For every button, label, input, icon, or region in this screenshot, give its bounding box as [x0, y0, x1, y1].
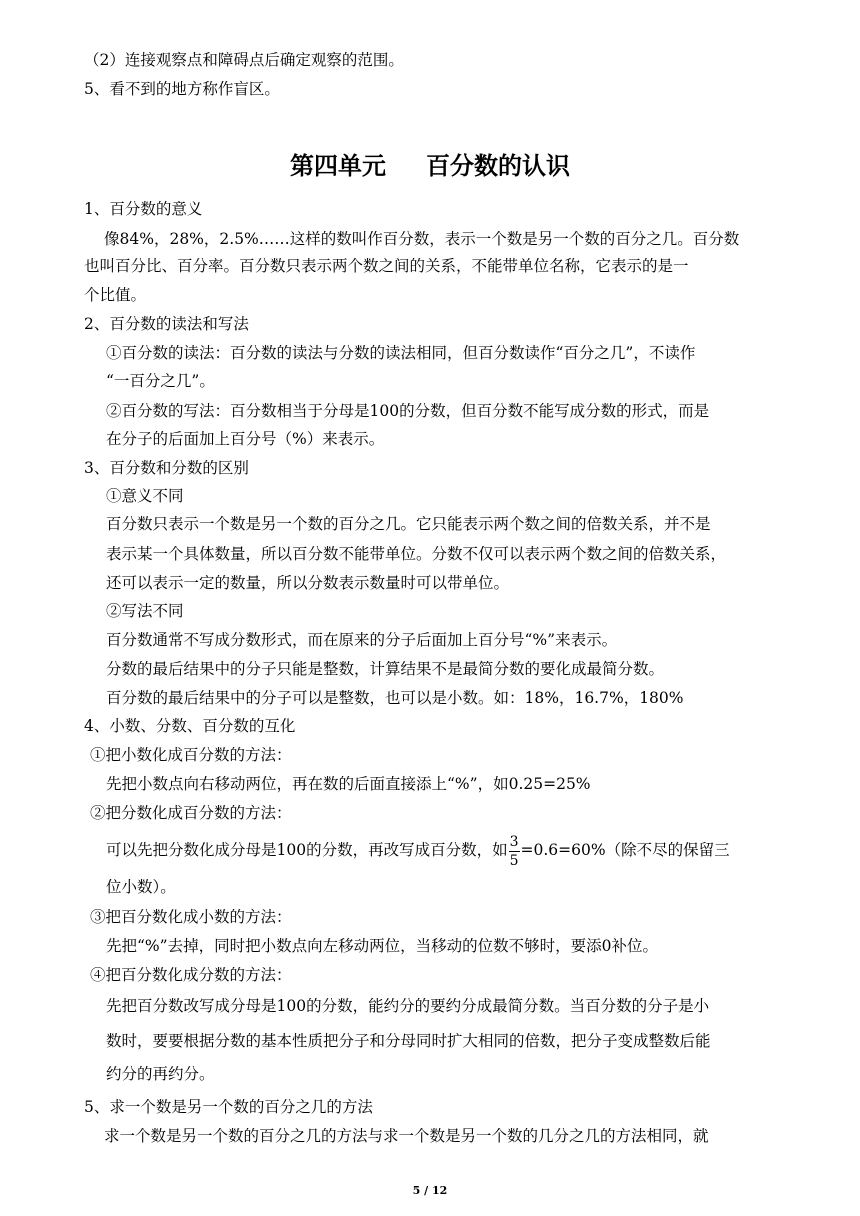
text-line: 先把小数点向右移动两位，再在数的后面直接添上“%”，如0.25=25% — [106, 775, 591, 793]
text-line: ①意义不同 — [106, 487, 184, 505]
text-line: 在分子的后面加上百分号（%）来表示。 — [106, 430, 385, 448]
text-segment: 可以先把分数化成分母是100的分数，再改写成百分数，如 — [106, 841, 508, 859]
text-line: 先把“%”去掉，同时把小数点向左移动两位，当移动的位数不够时，要添0补位。 — [106, 937, 658, 955]
heading-2: 2、百分数的读法和写法 — [84, 315, 249, 333]
section-title-name: 百分数的认识 — [426, 152, 570, 180]
text-line-with-fraction — [106, 832, 730, 870]
text-line: 百分数的最后结果中的分子可以是整数，也可以是小数。如：18%，16.7%，180% — [106, 689, 684, 707]
text-line: 求一个数是另一个数的百分之几的方法与求一个数是另一个数的几分之几的方法相同，就 — [104, 1127, 709, 1145]
text-line: 还可以表示一定的数量，所以分数表示数量时可以带单位。 — [106, 574, 510, 592]
text-line: ④把百分数化成分数的方法： — [90, 966, 292, 984]
section-title — [0, 150, 860, 182]
text-line: ②百分数的写法：百分数相当于分母是100的分数，但百分数不能写成分数的形式，而是 — [106, 402, 710, 420]
text-line: ②写法不同 — [106, 602, 184, 620]
text-line: ③把百分数化成小数的方法： — [90, 908, 292, 926]
page-number: 5 / 12 — [412, 1184, 448, 1197]
text-line: （2）连接观察点和障碍点后确定观察的范围。 — [84, 51, 404, 69]
text-line: 先把百分数改写成分母是100的分数，能约分的要约分成最简分数。当百分数的分子是小 — [106, 997, 710, 1015]
text-line: ②把分数化成百分数的方法： — [90, 804, 292, 822]
heading-1: 1、百分数的意义 — [84, 200, 203, 218]
section-title-unit: 第四单元 — [290, 152, 386, 180]
text-line: 百分数通常不写成分数形式，而在原来的分子后面加上百分号“%”来表示。 — [106, 631, 618, 649]
text-line: 表示某一个具体数量，所以百分数不能带单位。分数不仅可以表示两个数之间的倍数关系， — [106, 545, 727, 563]
fraction — [509, 833, 520, 870]
heading-3: 3、百分数和分数的区别 — [84, 459, 249, 477]
text-line: 也叫百分比、百分率。百分数只表示两个数之间的关系，不能带单位名称，它表示的是一 — [84, 257, 689, 275]
text-line: 百分数只表示一个数是另一个数的百分之几。它只能表示两个数之间的倍数关系，并不是 — [106, 515, 711, 533]
text-line: 数时，要要根据分数的基本性质把分子和分母同时扩大相同的倍数，把分子变成整数后能 — [106, 1032, 711, 1050]
text-line: 分数的最后结果中的分子只能是整数，计算结果不是最简分数的要化成最简分数。 — [106, 660, 665, 678]
fraction-denominator: 5 — [509, 852, 519, 869]
text-line: “一百分之几”。 — [106, 372, 215, 390]
text-segment: =0.6=60%（除不尽的保留三 — [520, 841, 730, 859]
heading-5: 5、求一个数是另一个数的百分之几的方法 — [84, 1098, 373, 1116]
text-line: ①百分数的读法：百分数的读法与分数的读法相同，但百分数读作“百分之几”，不读作 — [106, 344, 696, 362]
text-line: 个比值。 — [84, 286, 147, 304]
text-line: 像84%，28%，2.5%……这样的数叫作百分数，表示一个数是另一个数的百分之几。百分数 — [104, 230, 740, 248]
fraction-numerator: 3 — [509, 833, 519, 850]
text-line: 约分的再约分。 — [106, 1065, 215, 1083]
text-line: 位小数）。 — [106, 878, 176, 896]
text-line: ①把小数化成百分数的方法： — [90, 746, 292, 764]
text-line: 5、看不到的地方称作盲区。 — [84, 80, 280, 98]
heading-4: 4、小数、分数、百分数的互化 — [84, 717, 296, 735]
